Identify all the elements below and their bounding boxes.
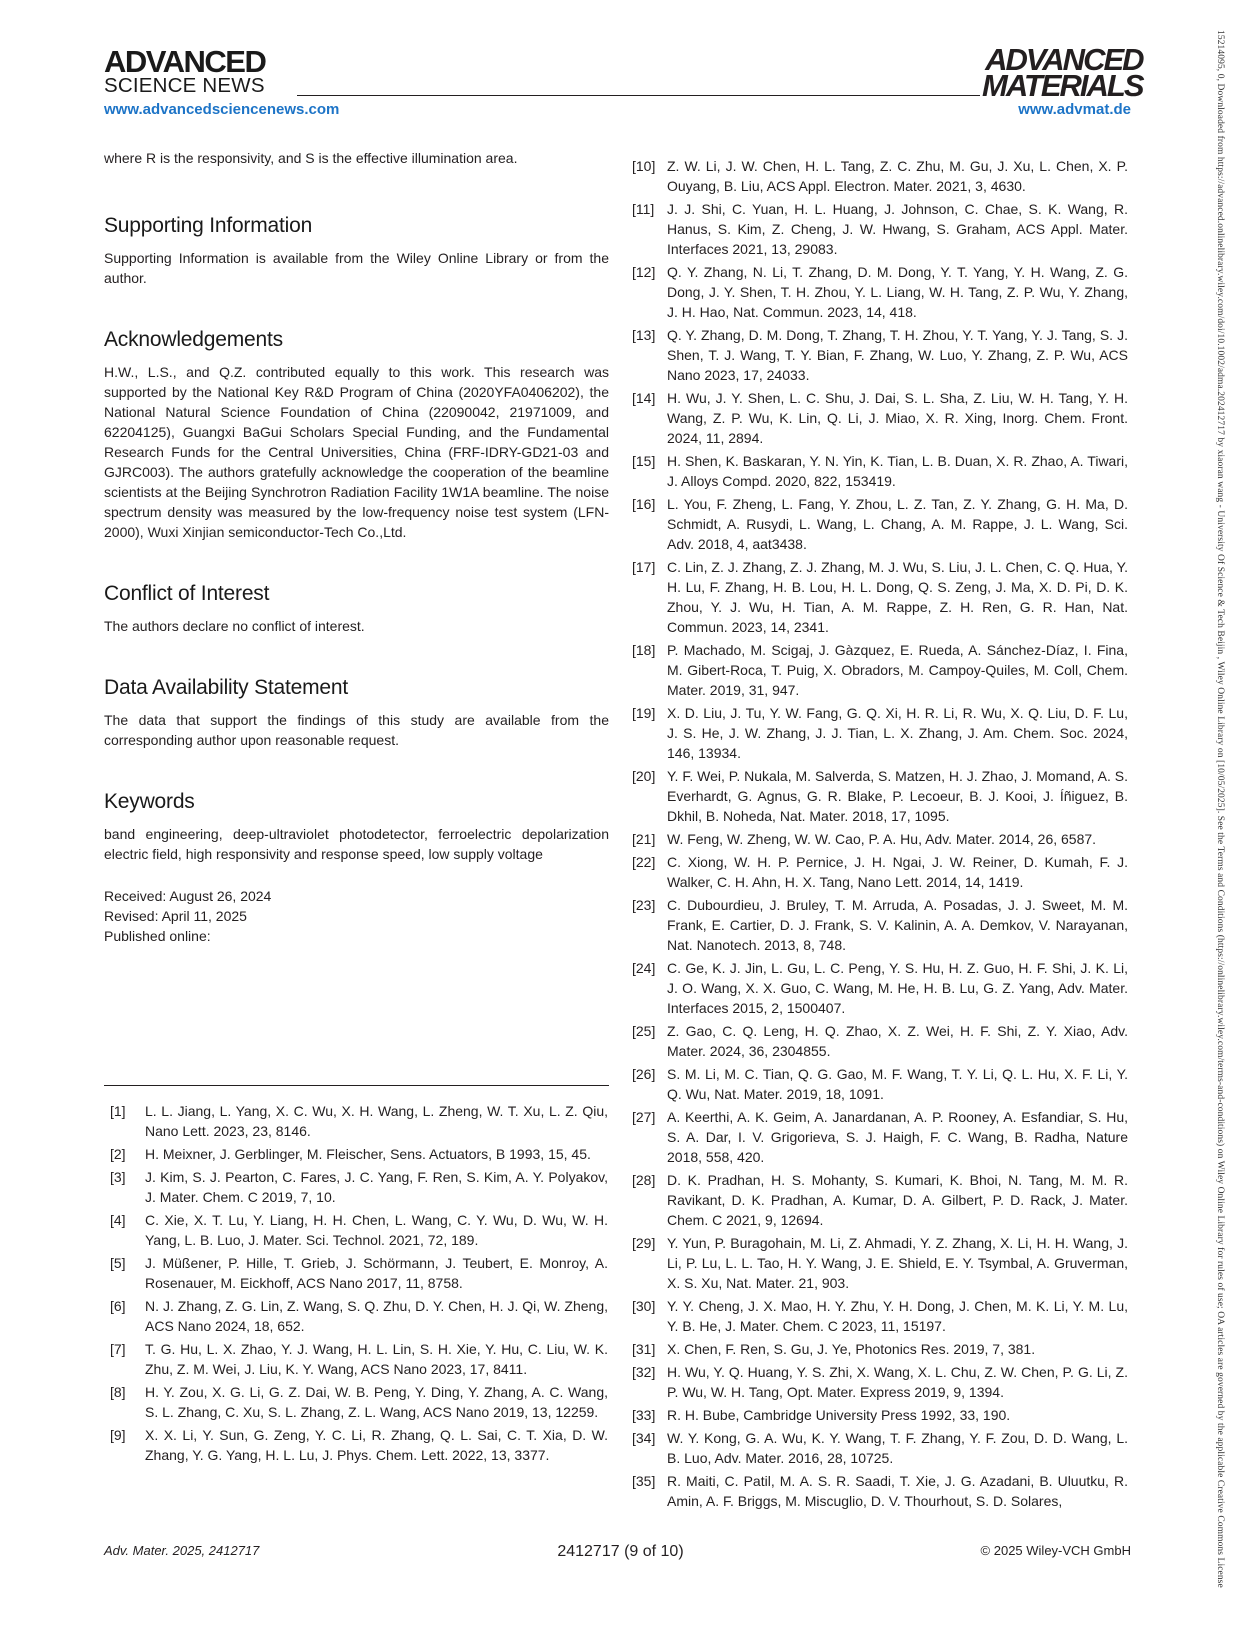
reference-item bbox=[632, 852, 1128, 892]
reference-text: R. H. Bube, Cambridge University Press 1992, 33, 190. bbox=[667, 1407, 1011, 1423]
reference-text: Q. Y. Zhang, N. Li, T. Zhang, D. M. Dong, Y. T. Yang, Y. H. Wang, Z. G. Dong, J. Y. Shen, T. H. Zhou, Y. L. Liang, W. H. Tang, Z. P. Wu, Y. Zhang, J. H. Hao, Nat. Commun. 2023, 14, 418. bbox=[667, 264, 1128, 320]
reference-item bbox=[632, 640, 1128, 700]
reference-number: [25] bbox=[632, 1023, 656, 1039]
section-heading: Data Availability Statement bbox=[104, 676, 349, 699]
journal-logo-line-2: MATERIALS bbox=[982, 68, 1143, 103]
reference-list-right bbox=[632, 156, 1128, 1514]
reference-item bbox=[632, 325, 1128, 385]
reference-number: [3] bbox=[110, 1169, 126, 1185]
reference-number: [21] bbox=[632, 831, 656, 847]
section-heading: Conflict of Interest bbox=[104, 582, 270, 605]
reference-number: [32] bbox=[632, 1364, 656, 1380]
reference-text: C. Dubourdieu, J. Bruley, T. M. Arruda, A. Posadas, J. J. Sweet, M. M. Frank, E. Cartier, D. J. Frank, S. V. Kalinin, A. A. Demkov, V. Narayanan, Nat. Nanotech. 2013, 8, 748. bbox=[667, 897, 1128, 953]
reference-number: [7] bbox=[110, 1341, 126, 1357]
section-heading: Acknowledgements bbox=[104, 328, 283, 351]
section-heading: Supporting Information bbox=[104, 214, 313, 237]
reference-item bbox=[110, 1253, 608, 1293]
reference-number: [20] bbox=[632, 768, 656, 784]
reference-item bbox=[110, 1101, 608, 1141]
reference-text: H. Shen, K. Baskaran, Y. N. Yin, K. Tian, L. B. Duan, X. R. Zhao, A. Tiwari, J. Alloys Compd. 2020, 822, 153419. bbox=[667, 453, 1128, 489]
reference-number: [5] bbox=[110, 1255, 126, 1271]
reference-text: Y. F. Wei, P. Nukala, M. Salverda, S. Matzen, H. J. Zhao, J. Momand, A. S. Everhardt, G. Agnus, G. R. Blake, P. Lecoeur, B. J. Kooi, J. Íñiguez, B. Dkhil, B. Noheda, Nat. Mater. 2018, 17, 1095. bbox=[667, 768, 1128, 824]
reference-text: A. Keerthi, A. K. Geim, A. Janardanan, A. P. Rooney, A. Esfandiar, S. Hu, S. A. Dar, I. V. Grigorieva, S. J. Haigh, F. C. Wang, B. Radha, Nature 2018, 558, 420. bbox=[667, 1109, 1128, 1165]
reference-number: [30] bbox=[632, 1298, 656, 1314]
reference-item bbox=[110, 1296, 608, 1336]
logo-line-1: ADVANCED bbox=[104, 44, 266, 79]
reference-number: [34] bbox=[632, 1430, 656, 1446]
reference-text: W. Y. Kong, G. A. Wu, K. Y. Wang, T. F. Zhang, Y. F. Zou, D. D. Wang, L. B. Luo, Adv. Mater. 2016, 28, 10725. bbox=[667, 1430, 1128, 1466]
reference-text: X. Chen, F. Ren, S. Gu, J. Ye, Photonics Res. 2019, 7, 381. bbox=[667, 1341, 1036, 1357]
reference-number: [28] bbox=[632, 1172, 656, 1188]
article-dates bbox=[104, 886, 609, 946]
reference-text: L. L. Jiang, L. Yang, X. C. Wu, X. H. Wang, L. Zheng, W. T. Xu, L. Z. Qiu, Nano Lett. 2023, 23, 8146. bbox=[145, 1103, 608, 1139]
reference-number: [6] bbox=[110, 1298, 126, 1314]
reference-item bbox=[632, 1428, 1128, 1468]
section-text: The data that support the findings of this study are available from the corresponding author upon reasonable request. bbox=[104, 712, 609, 748]
reference-item bbox=[632, 1362, 1128, 1402]
reference-item bbox=[110, 1382, 608, 1422]
section-text: H.W., L.S., and Q.Z. contributed equally to this work. This research was supported by the National Key R&D Program of China (2020YFA0406202), the National Natural Science Foundation of China (22090042, 21971009, and 62204125), Guangxi BaGui Scholars Special Funding, and the Fundamental Research Funds for the Central Universities, China (FRF-IDRY-GD21-03 and GJRC003). The authors gratefully acknowledge the cooperation of the beamline scientists at the Beijing Synchrotron Radiation Facility 1W1A beamline. The noise spectrum density was measured by the low-frequency noise test system (LFN-2000), Wuxi Xinjian semiconductor-Tech Co.,Ltd. bbox=[104, 364, 609, 540]
section-heading: Keywords bbox=[104, 790, 195, 813]
reference-item bbox=[632, 766, 1128, 826]
reference-number: [4] bbox=[110, 1212, 126, 1228]
reference-text: J. J. Shi, C. Yuan, H. L. Huang, J. Johnson, C. Chae, S. K. Wang, R. Hanus, S. Kim, Z. Cheng, J. W. Hwang, S. Graham, ACS Appl. Mater. Interfaces 2021, 13, 29083. bbox=[667, 201, 1128, 257]
reference-number: [11] bbox=[632, 201, 655, 217]
reference-number: [2] bbox=[110, 1146, 126, 1162]
published-date: Published online: bbox=[104, 928, 211, 944]
reference-list-left bbox=[110, 1101, 608, 1468]
publisher-logo bbox=[104, 44, 266, 97]
header-rule bbox=[297, 95, 980, 96]
reference-number: [23] bbox=[632, 897, 656, 913]
reference-number: [31] bbox=[632, 1341, 656, 1357]
reference-item bbox=[632, 895, 1128, 955]
journal-logo-line-1: ADVANCED bbox=[985, 42, 1143, 77]
reference-item bbox=[632, 262, 1128, 322]
reference-number: [18] bbox=[632, 642, 656, 658]
reference-item bbox=[632, 1471, 1128, 1511]
reference-text: H. Y. Zou, X. G. Li, G. Z. Dai, W. B. Peng, Y. Ding, Y. Zhang, A. C. Wang, S. L. Zhang, C. Xu, S. L. Zhang, Z. L. Wang, ACS Nano 2019, 13, 12259. bbox=[145, 1384, 608, 1420]
reference-item bbox=[110, 1210, 608, 1250]
reference-number: [26] bbox=[632, 1066, 656, 1082]
journal-url-link[interactable]: www.advmat.de bbox=[1018, 101, 1131, 118]
section-text: The authors declare no conflict of interest. bbox=[104, 618, 365, 634]
reference-item bbox=[632, 1064, 1128, 1104]
reference-item bbox=[632, 958, 1128, 1018]
reference-number: [14] bbox=[632, 390, 656, 406]
reference-text: T. G. Hu, L. X. Zhao, Y. J. Wang, H. L. Lin, S. H. Xie, Y. Hu, C. Liu, W. K. Zhu, Z. M. Wei, J. Liu, K. Y. Wang, ACS Nano 2023, 17, 8411. bbox=[145, 1341, 608, 1377]
reference-text: Z. W. Li, J. W. Chen, H. L. Tang, Z. C. Zhu, M. Gu, J. Xu, L. Chen, X. P. Ouyang, B. Liu, ACS Appl. Electron. Mater. 2021, 3, 4630. bbox=[667, 158, 1128, 194]
download-notice: 15214095, 0, Downloaded from https://advanced.onlinelibrary.wiley.com/doi/10.1002/adma.202412717 by xiaoran wang - University Of Science & Tech Beijin , Wiley Online Library on [10/05/2025]. See the Terms and Conditions (https://onlinelibrary.wiley.com/terms-and-conditions) on Wiley Online Library for rules of use; OA articles are governed by the applicable Creative Commons License bbox=[1215, 30, 1225, 1588]
reference-text: D. K. Pradhan, H. S. Mohanty, S. Kumari, K. Bhoi, N. Tang, M. M. R. Ravikant, D. K. Pradhan, A. Kumar, D. A. Gilbert, P. D. Rack, J. Mater. Chem. C 2021, 9, 12694. bbox=[667, 1172, 1128, 1228]
reference-text: X. X. Li, Y. Sun, G. Zeng, Y. C. Li, R. Zhang, Q. L. Sai, C. T. Xia, D. W. Zhang, Y. G. Yang, H. L. Lu, J. Phys. Chem. Lett. 2022, 13, 3377. bbox=[145, 1427, 608, 1463]
journal-logo bbox=[982, 42, 1143, 103]
reference-item bbox=[110, 1339, 608, 1379]
reference-number: [33] bbox=[632, 1407, 656, 1423]
reference-number: [27] bbox=[632, 1109, 656, 1125]
reference-text: H. Wu, Y. Q. Huang, Y. S. Zhi, X. Wang, X. L. Chu, Z. W. Chen, P. G. Li, Z. P. Wu, W. H. Tang, Opt. Mater. Express 2019, 9, 1394. bbox=[667, 1364, 1128, 1400]
received-date: Received: August 26, 2024 bbox=[104, 888, 272, 904]
footer-citation: Adv. Mater. 2025, 2412717 bbox=[104, 1543, 260, 1558]
reference-text: C. Xie, X. T. Lu, Y. Liang, H. H. Chen, L. Wang, C. Y. Wu, D. Wu, W. H. Yang, L. B. Luo, J. Mater. Sci. Technol. 2021, 72, 189. bbox=[145, 1212, 608, 1248]
reference-item bbox=[632, 1296, 1128, 1336]
reference-number: [19] bbox=[632, 705, 656, 721]
reference-number: [17] bbox=[632, 559, 656, 575]
page-number: 2412717 (9 of 10) bbox=[557, 1543, 684, 1560]
reference-number: [8] bbox=[110, 1384, 126, 1400]
reference-text: S. M. Li, M. C. Tian, Q. G. Gao, M. F. Wang, T. Y. Li, Q. L. Hu, X. F. Li, Y. Q. Wu, Nat. Mater. 2019, 18, 1091. bbox=[667, 1066, 1128, 1102]
section-text: band engineering, deep-ultraviolet photodetector, ferroelectric depolarization electric field, high responsivity and response speed, low supply voltage bbox=[104, 826, 609, 862]
reference-item bbox=[632, 703, 1128, 763]
reference-number: [13] bbox=[632, 327, 656, 343]
references-rule bbox=[104, 1085, 609, 1086]
reference-text: Y. Yun, P. Buragohain, M. Li, Z. Ahmadi, Y. Z. Zhang, X. Li, H. H. Wang, J. Li, P. Lu, L. L. Tao, H. Y. Wang, J. E. Shield, E. Y. Tsymbal, A. Gruverman, X. S. Xu, Nat. Mater. 21, 903. bbox=[667, 1235, 1128, 1291]
reference-text: Y. Y. Cheng, J. X. Mao, H. Y. Zhu, Y. H. Dong, J. Chen, M. K. Li, Y. M. Lu, Y. B. He, J. Mater. Chem. C 2023, 11, 15197. bbox=[667, 1298, 1128, 1334]
publisher-url-link[interactable]: www.advancedsciencenews.com bbox=[104, 101, 340, 118]
reference-item bbox=[632, 1107, 1128, 1167]
reference-item bbox=[110, 1144, 608, 1164]
reference-number: [15] bbox=[632, 453, 656, 469]
reference-item bbox=[110, 1425, 608, 1465]
reference-text: C. Ge, K. J. Jin, L. Gu, L. C. Peng, Y. S. Hu, H. Z. Guo, H. F. Shi, J. K. Li, J. O. Wang, X. X. Guo, C. Wang, M. He, H. B. Lu, G. Z. Yang, Adv. Mater. Interfaces 2015, 2, 1500407. bbox=[667, 960, 1128, 1016]
reference-item bbox=[632, 199, 1128, 259]
reference-number: [29] bbox=[632, 1235, 656, 1251]
reference-item bbox=[632, 1405, 1128, 1425]
reference-number: [35] bbox=[632, 1473, 656, 1489]
section-text: Supporting Information is available from the Wiley Online Library or from the author. bbox=[104, 250, 609, 286]
logo-line-2: SCIENCE NEWS bbox=[104, 74, 265, 97]
reference-item bbox=[632, 388, 1128, 448]
reference-item bbox=[632, 1021, 1128, 1061]
reference-text: C. Lin, Z. J. Zhang, Z. J. Zhang, M. J. Wu, S. Liu, J. L. Chen, C. Q. Hua, Y. H. Lu, F. Zhang, H. B. Lou, H. L. Dong, Q. S. Zeng, J. Ma, X. D. Pi, D. K. Zhou, Y. J. Wu, H. Tian, A. M. Rappe, Z. H. Ren, G. R. Han, Nat. Commun. 2023, 14, 2341. bbox=[667, 559, 1128, 635]
reference-text: C. Xiong, W. H. P. Pernice, J. H. Ngai, J. W. Reiner, D. Kumah, F. J. Walker, C. H. Ahn, H. X. Tang, Nano Lett. 2014, 14, 1419. bbox=[667, 854, 1128, 890]
reference-number: [24] bbox=[632, 960, 656, 976]
reference-text: R. Maiti, C. Patil, M. A. S. R. Saadi, T. Xie, J. G. Azadani, B. Uluutku, R. Amin, A. F. Briggs, M. Miscuglio, D. V. Thourhout, S. D. Solares, bbox=[667, 1473, 1128, 1509]
reference-number: [12] bbox=[632, 264, 656, 280]
reference-text: H. Meixner, J. Gerblinger, M. Fleischer, Sens. Actuators, B 1993, 15, 45. bbox=[145, 1146, 591, 1162]
reference-number: [1] bbox=[110, 1103, 126, 1119]
reference-text: L. You, F. Zheng, L. Fang, Y. Zhou, L. Z. Tan, Z. Y. Zhang, G. H. Ma, D. Schmidt, A. Rusydi, L. Wang, L. Chang, A. M. Rappe, J. L. Wang, Sci. Adv. 2018, 4, aat3438. bbox=[667, 496, 1128, 552]
reference-item bbox=[632, 494, 1128, 554]
reference-item bbox=[632, 1233, 1128, 1293]
reference-text: N. J. Zhang, Z. G. Lin, Z. Wang, S. Q. Zhu, D. Y. Chen, H. J. Qi, W. Zheng, ACS Nano 2024, 18, 652. bbox=[145, 1298, 608, 1334]
reference-text: H. Wu, J. Y. Shen, L. C. Shu, J. Dai, S. L. Sha, Z. Liu, W. H. Tang, Y. H. Wang, Z. P. Wu, K. Lin, Q. Li, J. Miao, X. R. Xing, Inorg. Chem. Front. 2024, 11, 2894. bbox=[667, 390, 1128, 446]
reference-number: [22] bbox=[632, 854, 656, 870]
reference-text: Z. Gao, C. Q. Leng, H. Q. Zhao, X. Z. Wei, H. F. Shi, Z. Y. Xiao, Adv. Mater. 2024, 36, 2304855. bbox=[667, 1023, 1128, 1059]
reference-item bbox=[632, 829, 1128, 849]
reference-text: Q. Y. Zhang, D. M. Dong, T. Zhang, T. H. Zhou, Y. T. Yang, Y. J. Tang, S. J. Shen, T. J. Wang, T. Y. Bian, F. Zhang, W. Luo, Y. Zhang, Z. P. Wu, ACS Nano 2023, 17, 24033. bbox=[667, 327, 1128, 383]
reference-item bbox=[632, 156, 1128, 196]
reference-number: [10] bbox=[632, 158, 656, 174]
left-column bbox=[104, 148, 609, 946]
reference-item bbox=[632, 1339, 1128, 1359]
reference-item bbox=[632, 451, 1128, 491]
intro-text: where R is the responsivity, and S is the effective illumination area. bbox=[104, 150, 518, 166]
reference-item bbox=[110, 1167, 608, 1207]
reference-text: W. Feng, W. Zheng, W. W. Cao, P. A. Hu, Adv. Mater. 2014, 26, 6587. bbox=[667, 831, 1097, 847]
reference-text: X. D. Liu, J. Tu, Y. W. Fang, G. Q. Xi, H. R. Li, R. Wu, X. Q. Liu, D. F. Lu, J. S. He, J. W. Zhang, J. J. Tian, L. X. Zhang, J. Am. Chem. Soc. 2024, 146, 13934. bbox=[667, 705, 1128, 761]
reference-text: J. Kim, S. J. Pearton, C. Fares, J. C. Yang, F. Ren, S. Kim, A. Y. Polyakov, J. Mater. Chem. C 2019, 7, 10. bbox=[145, 1169, 608, 1205]
reference-item bbox=[632, 1170, 1128, 1230]
reference-text: P. Machado, M. Scigaj, J. Gàzquez, E. Rueda, A. Sánchez-Díaz, I. Fina, M. Gibert-Roca, T. Puig, X. Obradors, M. Campoy-Quiles, M. Coll, Chem. Mater. 2019, 31, 947. bbox=[667, 642, 1128, 698]
reference-number: [16] bbox=[632, 496, 656, 512]
reference-item bbox=[632, 557, 1128, 637]
reference-number: [9] bbox=[110, 1427, 126, 1443]
revised-date: Revised: April 11, 2025 bbox=[104, 908, 247, 924]
copyright: © 2025 Wiley-VCH GmbH bbox=[980, 1543, 1131, 1558]
reference-text: J. Müßener, P. Hille, T. Grieb, J. Schörmann, J. Teubert, E. Monroy, A. Rosenauer, M. Eickhoff, ACS Nano 2017, 11, 8758. bbox=[145, 1255, 608, 1291]
